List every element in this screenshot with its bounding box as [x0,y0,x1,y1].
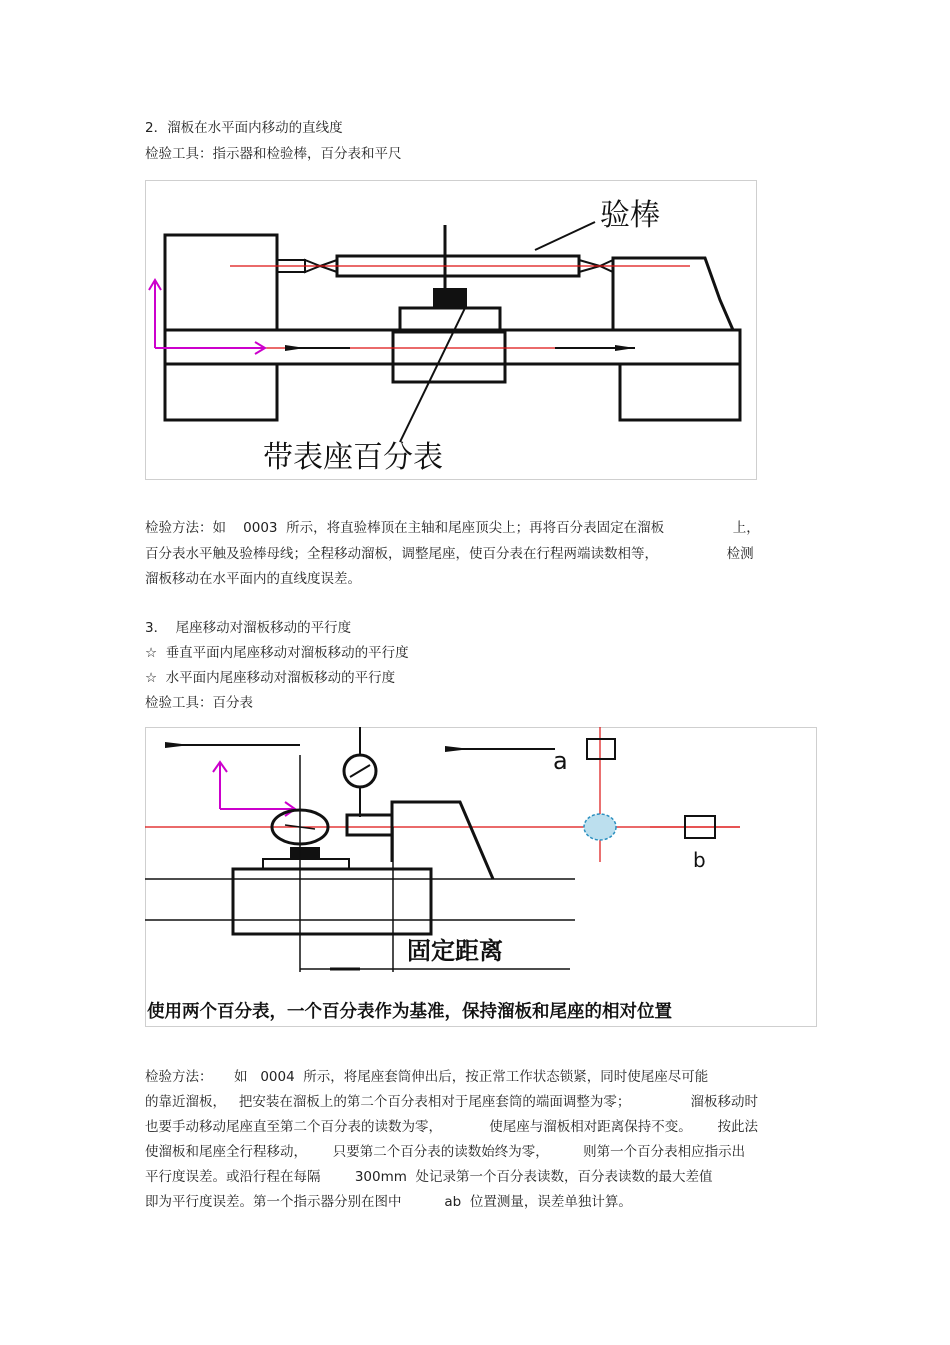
section3-title: 3． 尾座移动对溜板移动的平行度 [145,620,352,636]
section3-method-line-5: 平行度误差。或沿行程在每隔 300mm 处记录第一个百分表读数，百分表读数的最大差值 [145,1169,713,1185]
label-position-a: a [553,747,568,775]
label-fixed-distance: 固定距离 [407,937,503,965]
section2-method-line-2: 百分表水平触及验棒母线；全程移动溜板，调整尾座，使百分表在行程两端读数相等， 检测 [145,546,754,562]
section3-tools: 检验工具：百分表 [145,695,253,711]
figure-parallelism [145,727,817,1027]
section2-title: 2．溜板在水平面内移动的直线度 [145,120,343,136]
label-dial-gauge: 带表座百分表 [263,440,443,475]
figure-caption: 使用两个百分表，一个百分表作为基准，保持溜板和尾座的相对位置 [147,1002,672,1022]
section3-method-line-3: 也要手动移动尾座直至第二个百分表的读数为零， 使尾座与溜板相对距离保持不变。 按此法 [145,1119,758,1135]
section3-item-vertical: ☆ 垂直平面内尾座移动对溜板移动的平行度 [145,645,409,661]
label-position-b: b [693,848,706,872]
section3-method-line-1: 检验方法： 如 0004 所示，将尾座套筒伸出后，按正常工作状态锁紧，同时使尾座尽可能 [145,1069,709,1085]
section2-method-line-3: 溜板移动在水平面内的直线度误差。 [145,571,361,587]
section2-tools: 检验工具：指示器和检验棒，百分表和平尺 [145,146,402,162]
section3-method-line-2: 的靠近溜板， 把安装在溜板上的第二个百分表相对于尾座套筒的端面调整为零； 溜板移动时 [145,1094,758,1110]
figure-straightness [145,180,757,480]
label-test-rod: 验棒 [600,198,660,233]
section3-item-horizontal: ☆ 水平面内尾座移动对溜板移动的平行度 [145,670,396,686]
section2-method-line-1: 检验方法：如 0003 所示，将直验棒顶在主轴和尾座顶尖上；再将百分表固定在溜板 上， [145,520,760,536]
section3-method-line-4: 使溜板和尾座全行程移动， 只要第二个百分表的读数始终为零， 则第一个百分表相应指示出 [145,1144,746,1160]
section3-method-line-6: 即为平行度误差。第一个指示器分别在图中 ab 位置测量，误差单独计算。 [145,1194,632,1210]
